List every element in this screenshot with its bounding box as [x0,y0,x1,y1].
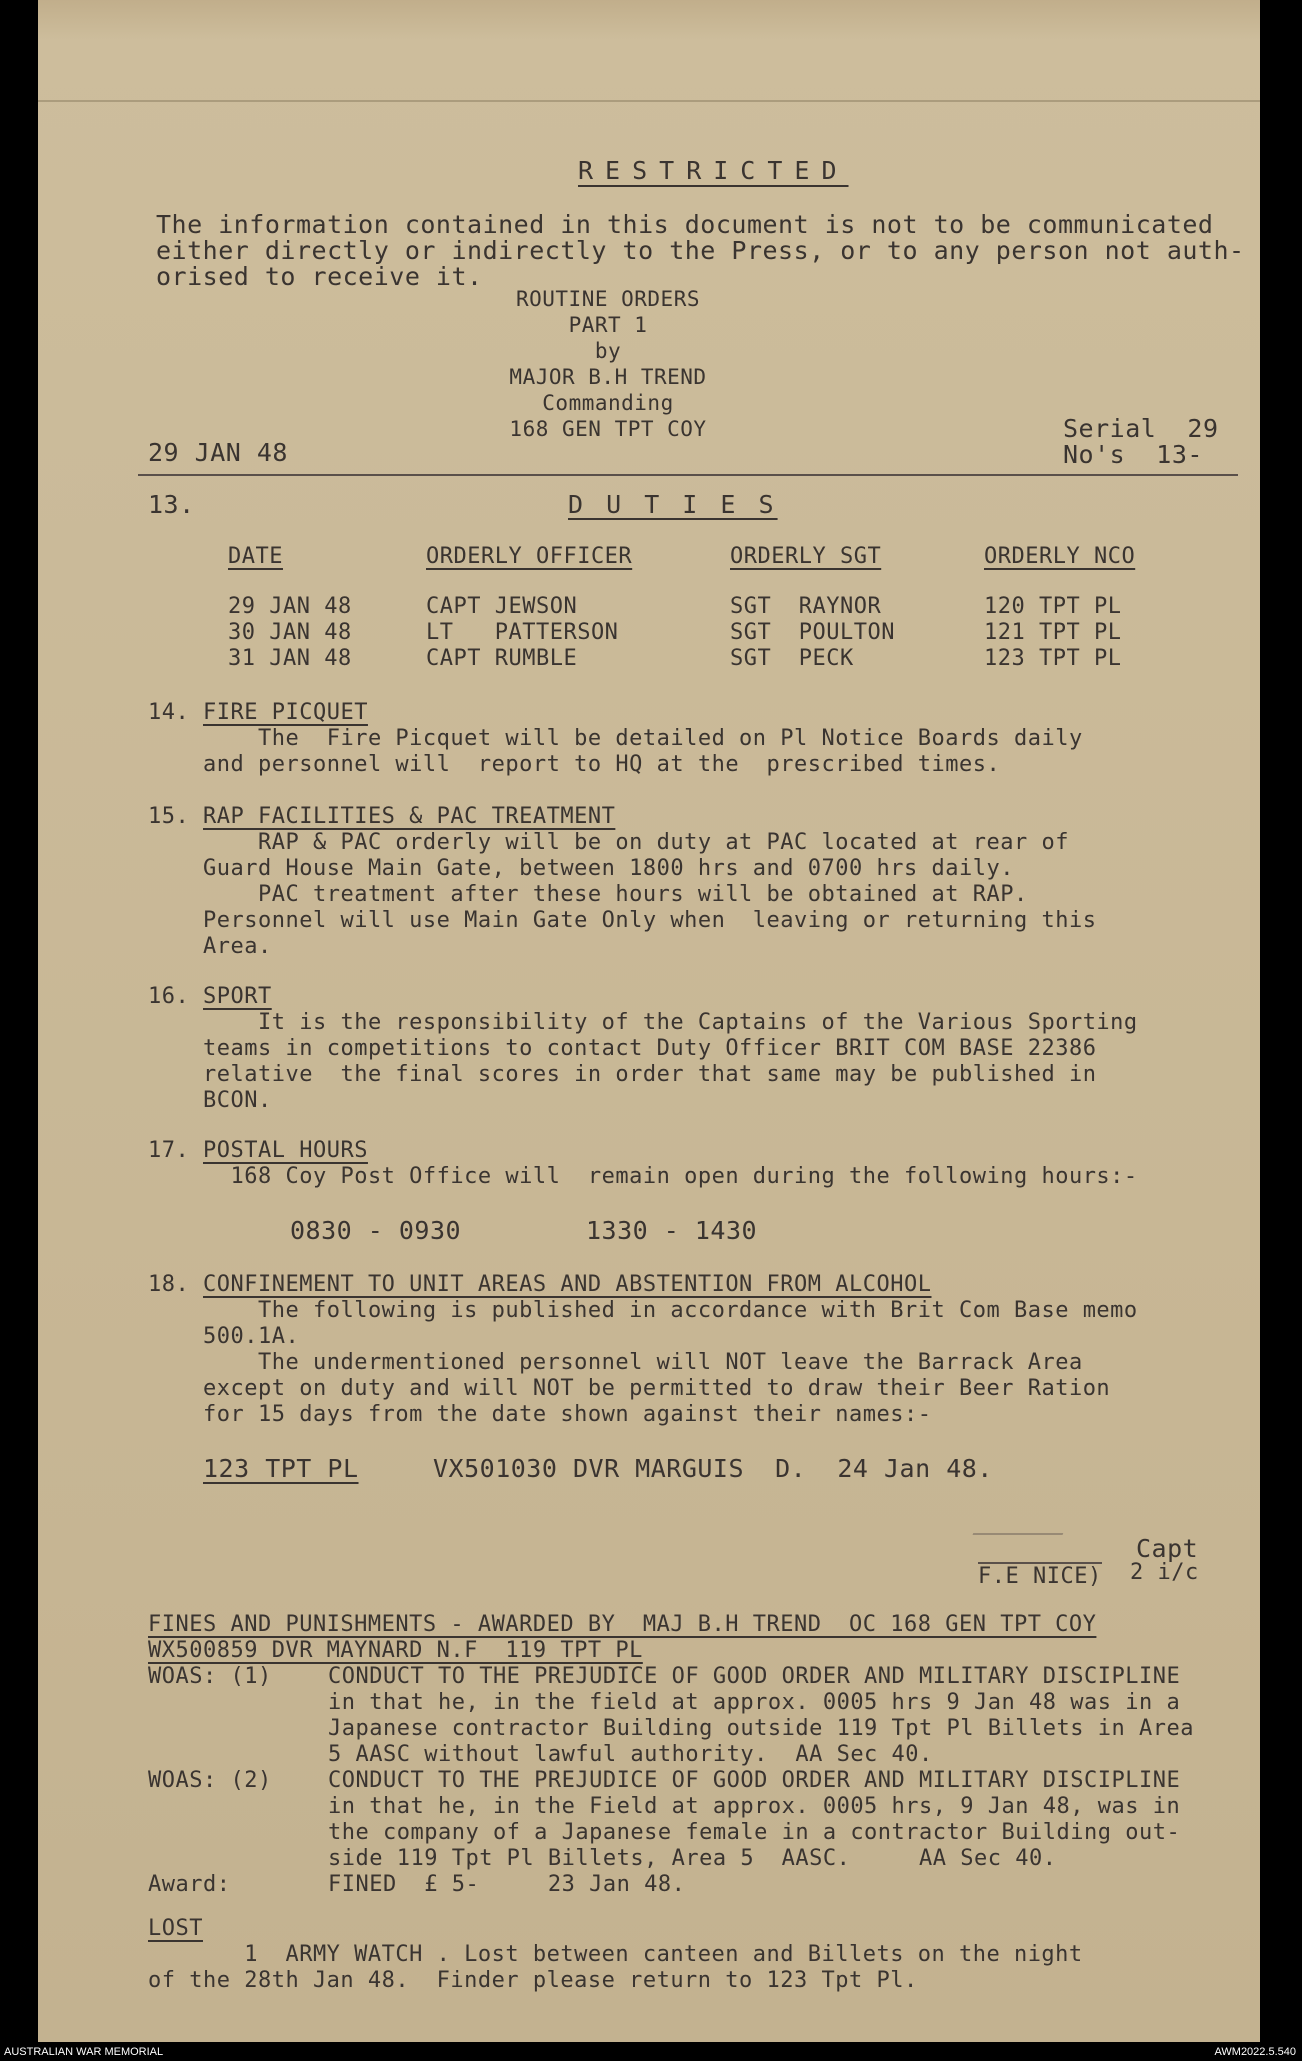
section-18-line-4: except on duty and will NOT be permitted to draw their Beer Ration [203,1376,1111,1401]
section-15-line-3: PAC treatment after these hours will be obtained at RAP. [203,882,1028,907]
signature-rank: Capt [1136,1534,1199,1563]
fines-title: FINES AND PUNISHMENTS - AWARDED BY MAJ B.H TREND OC 168 GEN TPT COY [148,1612,1097,1637]
section-16-number: 16. [148,984,190,1009]
duties-row-1-date: 29 JAN 48 [228,594,352,619]
duties-col-officer: ORDERLY OFFICER [426,544,633,569]
charge-1-line-3: Japanese contractor Building outside 119 Tpt Pl Billets in Area [328,1716,1194,1741]
section-15-line-5: Area. [203,934,272,959]
order-numbers: No's 13- [1063,440,1203,469]
section-16-line-3: relative the final scores in order that same may be published in [203,1062,1097,1087]
title-commander: MAJOR B.H TREND [509,365,707,389]
lost-line-1: 1 ARMY WATCH . Lost between canteen and Billets on the night [148,1942,1083,1967]
notice-line-2: either directly or indirectly to the Press, or to any person not auth- [156,236,1245,265]
duties-title: D U T I E S [568,490,778,519]
title-block [438,289,778,445]
charge-2-line-3: the company of a Japanese female in a contractor Building out- [328,1820,1181,1845]
footer-accession: AWM2022.5.540 [1214,2046,1296,2058]
signature-appointment: 2 i/c [1130,1560,1199,1585]
section-15-line-2: Guard House Main Gate, between 1800 hrs and 0700 hrs daily. [203,856,1014,881]
charge-1-line-4: 5 AASC without lawful authority. AA Sec 40. [328,1742,933,1767]
section-14-number: 14. [148,700,190,725]
duties-row-2-date: 30 JAN 48 [228,620,352,645]
header-rule [138,474,1238,476]
handwritten-signature [973,1505,1074,1535]
section-15-number: 15. [148,804,190,829]
duties-row-3-nco: 123 TPT PL [984,646,1122,671]
charge-2-line-4: side 119 Tpt Pl Billets, Area 5 AASC. AA Sec 40. [328,1846,1057,1871]
lost-title: LOST [148,1916,203,1941]
charge-2-label: WOAS: (2) [148,1768,272,1793]
page-fold [38,100,1260,102]
section-18-title: CONFINEMENT TO UNIT AREAS AND ABSTENTION FROM ALCOHOL [203,1272,932,1297]
footer-institution: AUSTRALIAN WAR MEMORIAL [4,2046,164,2058]
charge-1-label: WOAS: (1) [148,1664,272,1689]
title-commanding: Commanding [542,391,674,415]
section-18-entry-unit: 123 TPT PL [203,1454,359,1483]
document-date: 29 JAN 48 [148,438,288,467]
charge-2-line-1: CONDUCT TO THE PREJUDICE OF GOOD ORDER AND MILITARY DISCIPLINE [328,1768,1181,1793]
notice-line-3: orised to receive it. [156,262,483,291]
title-by: by [594,339,622,363]
duties-col-date: DATE [228,544,283,569]
classification-heading: RESTRICTED [578,156,849,185]
duties-row-2-officer: LT PATTERSON [426,620,619,645]
section-16-line-2: teams in competitions to contact Duty Officer BRIT COM BASE 22386 [203,1036,1097,1061]
section-18-line-1: The following is published in accordance with Brit Com Base memo [203,1298,1138,1323]
section-15-line-4: Personnel will use Main Gate Only when leaving or returning this [203,908,1097,933]
title-unit: 168 GEN TPT COY [509,417,707,441]
section-15-title: RAP FACILITIES & PAC TREATMENT [203,804,616,829]
charge-2-line-2: in that he, in the Field at approx. 0005 hrs, 9 Jan 48, was in [328,1794,1181,1819]
duties-row-3-sgt: SGT PECK [730,646,854,671]
section-18-line-5: for 15 days from the date shown against their names:- [203,1402,932,1427]
postal-hours-afternoon: 1330 - 1430 [586,1216,758,1245]
section-18-number: 18. [148,1272,190,1297]
duties-row-3-officer: CAPT RUMBLE [426,646,578,671]
section-17-number: 17. [148,1138,190,1163]
section-17-line-1: 168 Coy Post Office will remain open during the following hours:- [203,1164,1138,1189]
lost-line-2: of the 28th Jan 48. Finder please return to 123 Tpt Pl. [148,1968,918,1993]
section-14-title: FIRE PICQUET [203,700,368,725]
serial-number: Serial 29 [1063,414,1219,443]
title-part: PART 1 [568,313,648,337]
title-routine-orders: ROUTINE ORDERS [515,287,700,311]
duties-row-1-officer: CAPT JEWSON [426,594,578,619]
charge-1-line-1: CONDUCT TO THE PREJUDICE OF GOOD ORDER AND MILITARY DISCIPLINE [328,1664,1181,1689]
duties-col-sgt: ORDERLY SGT [730,544,882,569]
section-16-line-4: BCON. [203,1088,272,1113]
duties-row-1-nco: 120 TPT PL [984,594,1122,619]
postal-hours-morning: 0830 - 0930 [290,1216,462,1245]
section-18-line-3: The undermentioned personnel will NOT leave the Barrack Area [203,1350,1083,1375]
section-17-title: POSTAL HOURS [203,1138,368,1163]
charge-1-line-2: in that he, in the field at approx. 0005 hrs 9 Jan 48 was in a [328,1690,1181,1715]
section-15-line-1: RAP & PAC orderly will be on duty at PAC located at rear of [203,830,1069,855]
section-16-title: SPORT [203,984,272,1009]
duties-row-2-nco: 121 TPT PL [984,620,1122,645]
duties-row-1-sgt: SGT RAYNOR [730,594,882,619]
section-14-line-2: and personnel will report to HQ at the prescribed times. [203,752,1001,777]
section-18-line-2: 500.1A. [203,1324,300,1349]
section-16-line-1: It is the responsibility of the Captains of the Various Sporting [203,1010,1138,1035]
award-label: Award: [148,1872,231,1897]
fines-soldier: WX500859 DVR MAYNARD N.F 119 TPT PL [148,1638,643,1663]
duties-row-2-sgt: SGT POULTON [730,620,895,645]
duties-row-3-date: 31 JAN 48 [228,646,352,671]
signature-name: F.E NICE) [978,1564,1102,1589]
award-text: FINED £ 5- 23 Jan 48. [328,1872,686,1897]
section-14-line-1: The Fire Picquet will be detailed on Pl Notice Boards daily [203,726,1083,751]
duties-col-nco: ORDERLY NCO [984,544,1136,569]
document-page [38,0,1260,2042]
notice-line-1: The information contained in this document is not to be communicated [156,210,1214,239]
duties-number: 13. [148,490,195,519]
section-18-entry-text: VX501030 DVR MARGUIS D. 24 Jan 48. [433,1454,993,1483]
